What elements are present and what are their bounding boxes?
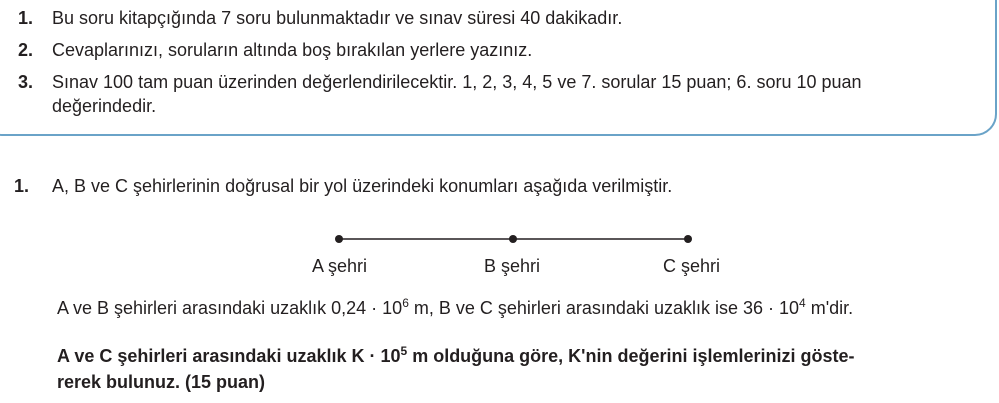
instruction-number: 1.: [18, 8, 34, 28]
distance-text-part2: m, B ve C şehirleri arasındaki uzaklık ise 36 · 10: [408, 298, 800, 318]
bold-exponent: 5: [400, 344, 408, 358]
distance-exponent-2: 4: [799, 296, 806, 310]
city-b-label: B şehri: [484, 256, 541, 276]
instruction-text-line2: değerindedir.: [52, 96, 157, 116]
city-c-label: C şehri: [663, 256, 721, 276]
bold-question-line2: rerek bulunuz. (15 puan): [57, 372, 266, 392]
city-c-dot: [684, 235, 692, 243]
question-text: A, B ve C şehirlerinin doğrusal bir yol üzerindeki konumları aşağıda verilmiştir.: [52, 176, 673, 196]
distance-exponent-1: 6: [402, 296, 409, 310]
distance-statement: [57, 298, 853, 319]
bold-question-line1: [57, 343, 855, 369]
city-a-dot: [335, 235, 343, 243]
instruction-number: 2.: [18, 40, 34, 60]
question-number: 1.: [14, 176, 30, 196]
city-a-label: A şehri: [312, 256, 368, 276]
distance-text-part1: A ve B şehirleri arasındaki uzaklık 0,24 · 10: [57, 298, 403, 318]
bold-question: [57, 343, 855, 395]
distance-text-part3: m'dir.: [805, 298, 854, 318]
bold-text-part2: m olduğuna göre, K'nin değerini işlemlerinizi göste-: [407, 346, 855, 366]
instruction-text: Sınav 100 tam puan üzerinden değerlendirilecektir. 1, 2, 3, 4, 5 ve 7. sorular 15 puan; 6. soru 10 puan: [52, 72, 862, 92]
city-b-dot: [509, 235, 517, 243]
instruction-number: 3.: [18, 72, 34, 92]
bold-text-part1: A ve C şehirleri arasındaki uzaklık K · 10: [57, 346, 401, 366]
instruction-text: Bu soru kitapçığında 7 soru bulunmaktadır ve sınav süresi 40 dakikadır.: [52, 8, 623, 28]
instruction-text: Cevaplarınızı, soruların altında boş bırakılan yerlere yazınız.: [52, 40, 533, 60]
